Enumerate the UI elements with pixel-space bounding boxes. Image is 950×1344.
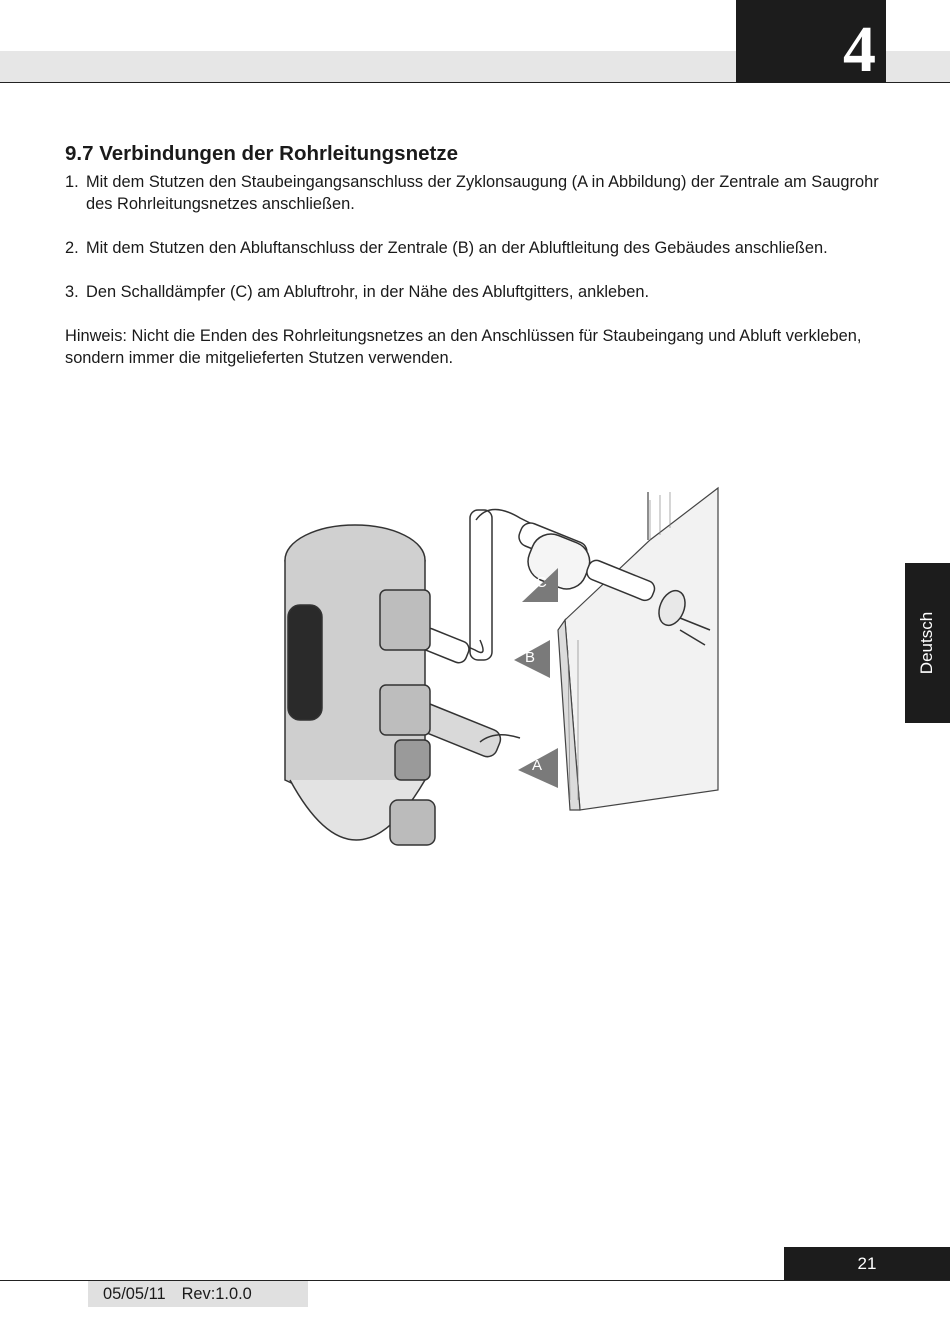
step-text: Mit dem Stutzen den Staubeingangsanschluss der Zyklonsaugung (A in Abbildung) der Zentrale am Saugrohr des Rohrleitungsnetzes anschließen. [86, 172, 879, 213]
note-text: Hinweis: Nicht die Enden des Rohrleitungsnetzes an den Anschlüssen für Staubeingang und Abluft verkleben, sondern immer die mitgelieferten Stutzen verwenden. [65, 326, 862, 367]
section-title: 9.7 Verbindungen der Rohrleitungsnetze [65, 142, 458, 165]
main-content [65, 142, 895, 369]
step-item [65, 171, 895, 215]
step-number: 3. [65, 282, 79, 301]
language-tab [905, 563, 950, 723]
callout-a-label: A [532, 757, 543, 774]
callout-b-label: B [525, 649, 536, 666]
central-unit [285, 525, 435, 845]
callout-b [514, 640, 550, 678]
steps-list [65, 171, 895, 303]
step-item [65, 281, 895, 303]
chapter-number: 4 [843, 13, 876, 86]
callout-c-label: C [536, 574, 547, 591]
step-number: 1. [65, 172, 79, 191]
language-tab-label: Deutsch [917, 611, 937, 675]
page-number-box [784, 1247, 950, 1280]
callout-a [518, 748, 558, 788]
step-text: Mit dem Stutzen den Abluftanschluss der Zentrale (B) an der Abluftleitung des Gebäudes anschließen. [86, 238, 828, 257]
footer-date: 05/05/11 [103, 1284, 166, 1303]
installation-figure [240, 480, 740, 900]
chapter-box [736, 0, 886, 86]
footer-revision-box [88, 1281, 308, 1307]
footer-revision: Rev:1.0.0 [181, 1284, 252, 1303]
step-number: 2. [65, 238, 79, 257]
step-text: Den Schalldämpfer (C) am Abluftrohr, in der Nähe des Abluftgitters, ankleben. [86, 282, 650, 301]
wall [558, 488, 718, 810]
step-item [65, 237, 895, 259]
page-number: 21 [857, 1253, 877, 1273]
installation-illustration [240, 480, 740, 900]
